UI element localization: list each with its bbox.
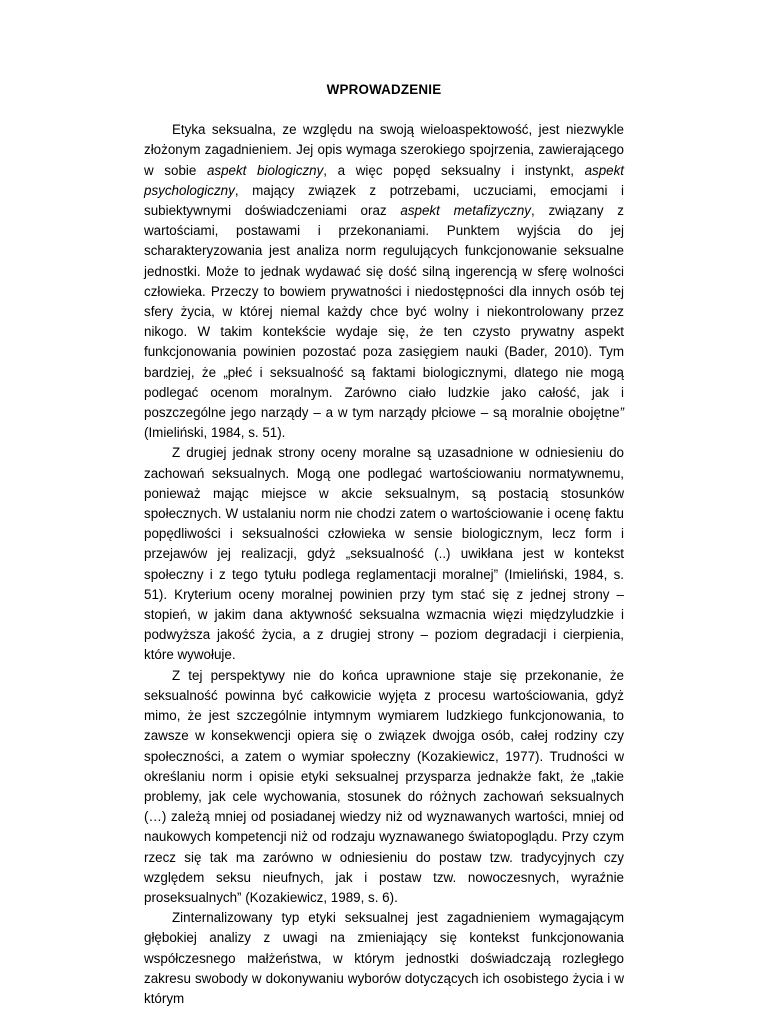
document-page [144,80,624,1009]
text-run: Z tej perspektywy nie do końca uprawnione staje się przekonanie, że seksualność powinna być całkowicie wyjęta z procesu wartościowania, gdyż mimo, że jest szczególnie intymnym wymiarem ludzkiego funkcjonowania, to zawsze w konsekwencji opiera się o związek dwojga osób, całej rodziny czy społeczności, a zatem o wymiar społeczny (Kozakiewicz, 1977). Trudności w określaniu norm i opisie etyki seksualnej przysparza jednakże fakt, że „takie problemy, jak cele wychowania, stosunek do różnych zachowań seksualnych (…) zależą mniej od posiadanej wiedzy niż od wyznawanych wartości, mniej od naukowych kompetencji niż od rodzaju wyznawanego światopoglądu. Przy czym rzecz się tak ma zarówno w odniesieniu do postaw tzw. tradycyjnych czy względem seksu nieufnych, jak i postaw tzw. nowoczesnych, wyraźnie proseksualnych” (Kozakiewicz, 1989, s. 6). [144,667,624,905]
italic-text-run: ” [619,405,624,421]
paragraph-1 [144,120,624,443]
text-run: Etyka seksualna, ze względu na swoją wieloaspektowość, jest niezwykle złożonym zagadnieniem. Jej opis wymaga szerokiego spojrzenia, zawierającego w sobie [144,122,624,178]
text-run: Z drugiej jednak strony oceny moralne są uzasadnione w odniesieniu do zachowań seksualnych. Mogą one podlegać wartościowaniu normatywnemu, ponieważ mając miejsce w akcie seksualnym, są postacią stosunków społecznych. W ustalaniu norm nie chodzi zatem o wartościowanie i ocenę faktu popędliwości i seksualności człowieka w sensie biologicznym, lecz form i przejawów jej realizacji, gdyż „seksualność (..) uwikłana jest w kontekst społeczny i z tego tytułu podlega reglamentacji moralnej” (Imieliński, 1984, s. 51). Kryterium oceny moralnej powinien przy tym stać się z jednej strony – stopień, w jakim dana aktywność seksualna wzmacnia więzi międzyludzkie i podwyższa jakość życia, a z drugiej strony – poziom degradacji i cierpienia, które wywołuje. [144,445,624,663]
italic-text-run: aspekt psychologiczny [144,162,625,198]
text-run: Zinternalizowany typ etyki seksualnej jest zagadnieniem wymagającym głębokiej analizy z uwagi na zmieniający się kontekst funkcjonowania współczesnego małżeństwa, w którym jednostki doświadczają rozległego zakresu swobody w dokonywaniu wyborów dotyczących ich osobistego życia i w którym [144,910,624,1006]
paragraph-2 [144,443,624,665]
document-title: WPROWADZENIE [326,82,442,97]
text-run: (Imieliński, 1984, s. 51). [144,425,286,441]
text-run: , a więc popęd seksualny i instynkt, [323,162,585,178]
text-run: , mający związek z potrzebami, uczuciami, emocjami i subiektywnymi doświadczeniami oraz [144,182,624,219]
paragraph-3 [144,666,624,908]
italic-text-run: aspekt metafizyczny [400,203,531,219]
italic-text-run: aspekt biologiczny [206,162,324,178]
text-run: , związany z wartościami, postawami i przekonaniami. Punktem wyjścia do jej scharakteryzowania jest analiza norm regulujących funkcjonowanie seksualne jednostki. Może to jednak wydawać się dość silną ingerencją w sferę wolności człowieka. Przeczy to bowiem prywatności i niedostępności dla innych osób tej sfery życia, w której niemal każdy chce być wolny i niekontrolowany przez nikogo. W takim kontekście wydaje się, że ten czysto prywatny aspekt funkcjonowania powinien pozostać poza zasięgiem nauki (Bader, 2010). Tym bardziej, że „płeć i seksualność są faktami biologicznymi, dlatego nie mogą podlegać ocenom moralnym. Zarówno ciało ludzkie jako całość, jak i poszczególne jego narządy – a w tym narządy płciowe – są moralnie obojętne [144,203,624,421]
